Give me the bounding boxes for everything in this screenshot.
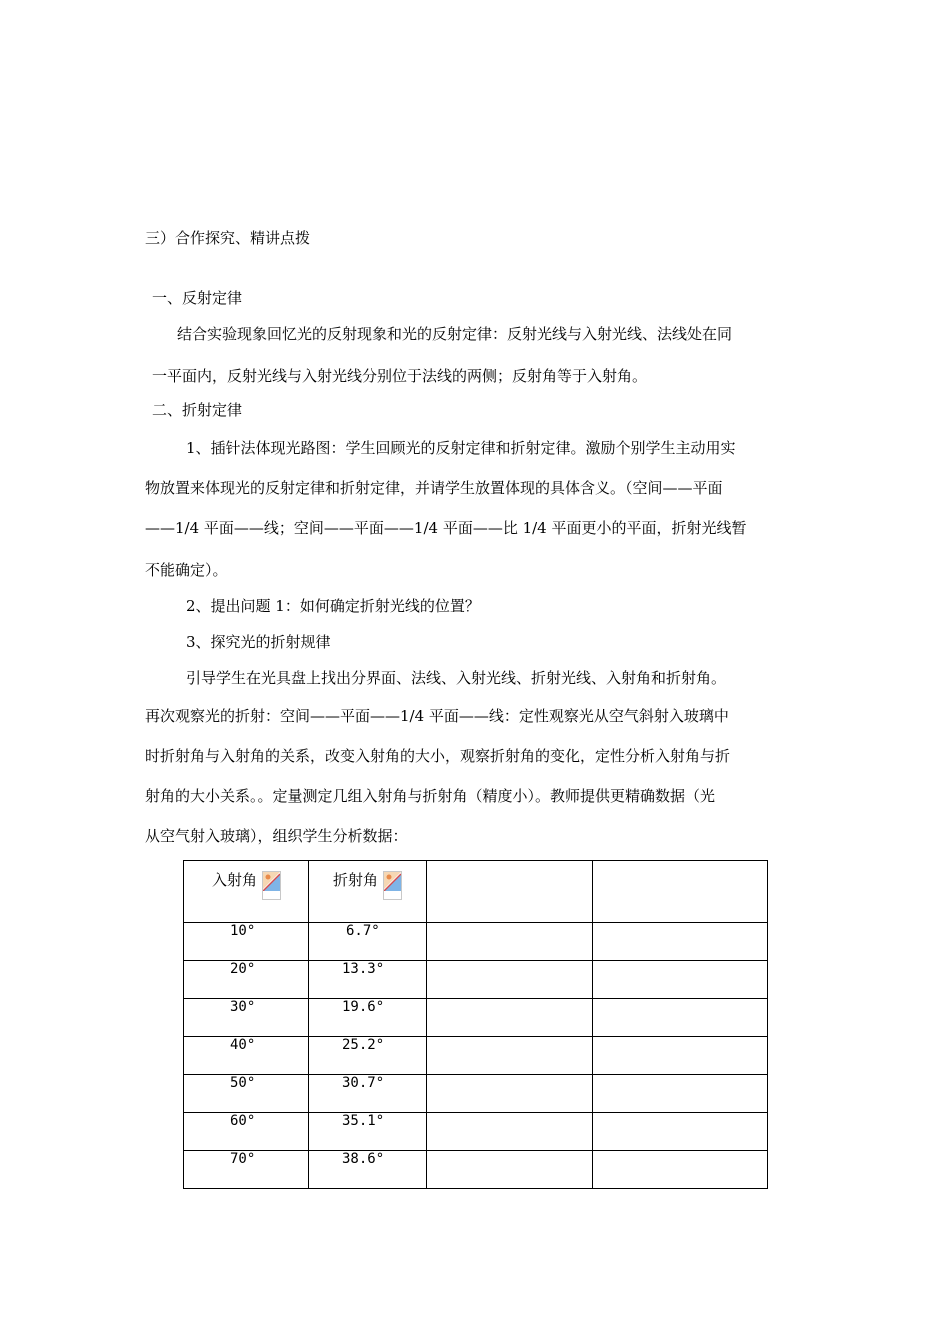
table-empty-cell [427, 1113, 593, 1151]
table-header-empty-cell [427, 861, 593, 923]
broken-image-icon [262, 871, 281, 900]
refraction-angle-cell: 35.1° [309, 1113, 427, 1151]
refraction-observe-line-4: 从空气射入玻璃），组织学生分析数据： [145, 827, 408, 845]
incidence-angle-cell: 50° [184, 1075, 309, 1113]
table-row [184, 999, 768, 1037]
refraction-angle-cell: 19.6° [309, 999, 427, 1037]
reflection-heading: 一、反射定律 [152, 289, 243, 307]
table-empty-cell [593, 923, 768, 961]
refraction-guide: 引导学生在光具盘上找出分界面、法线、入射光线、折射光线、入射角和折射角。 [186, 669, 727, 687]
reflection-text-line-2: 一平面内，反射光线与入射光线分别位于法线的两侧；反射角等于入射角。 [152, 367, 648, 385]
table-header-row [184, 861, 768, 923]
table-empty-cell [427, 923, 593, 961]
refraction-angle-header: 折射角 [333, 871, 379, 889]
table-row [184, 1037, 768, 1075]
refraction-heading: 二、折射定律 [152, 401, 243, 419]
incidence-angle-cell: 20° [184, 961, 309, 999]
table-empty-cell [593, 999, 768, 1037]
table-empty-cell [593, 1075, 768, 1113]
table-row [184, 1075, 768, 1113]
refraction-observe-line-3: 射角的大小关系。。定量测定几组入射角与折射角（精度小）。教师提供更精确数据（光 [145, 787, 716, 805]
incidence-angle-cell: 10° [184, 923, 309, 961]
refraction-angle-cell: 13.3° [309, 961, 427, 999]
section-title: 三）合作探究、精讲点拨 [145, 229, 311, 247]
table-empty-cell [593, 1037, 768, 1075]
refraction-angle-cell: 6.7° [309, 923, 427, 961]
table-row [184, 923, 768, 961]
refraction-angle-cell: 30.7° [309, 1075, 427, 1113]
refraction-item3: 3、探究光的折射规律 [186, 633, 331, 651]
refraction-item1-line-3: ——1/4 平面——线；空间——平面——1/4 平面——比 1/4 平面更小的平面，折射光线暂 [145, 519, 747, 537]
refraction-angle-cell: 25.2° [309, 1037, 427, 1075]
table-empty-cell [427, 961, 593, 999]
incidence-angle-header: 入射角 [212, 871, 258, 889]
refraction-item1-line-1: 1、插针法体现光路图：学生回顾光的反射定律和折射定律。激励个别学生主动用实 [186, 439, 736, 457]
incidence-angle-cell: 60° [184, 1113, 309, 1151]
incidence-angle-cell: 30° [184, 999, 309, 1037]
refraction-observe-line-2: 时折射角与入射角的关系，改变入射角的大小，观察折射角的变化，定性分析入射角与折 [145, 747, 731, 765]
refraction-observe-line-1: 再次观察光的折射：空间——平面——1/4 平面——线：定性观察光从空气斜射入玻璃中 [145, 707, 729, 725]
angle-data-table [183, 860, 768, 1189]
incidence-angle-cell: 40° [184, 1037, 309, 1075]
table-header-empty-cell [593, 861, 768, 923]
table-row [184, 1151, 768, 1189]
incidence-angle-cell: 70° [184, 1151, 309, 1189]
table-header-cell [184, 861, 309, 923]
refraction-item2: 2、提出问题 1：如何确定折射光线的位置？ [186, 597, 480, 615]
table-empty-cell [427, 1151, 593, 1189]
table-header-cell [309, 861, 427, 923]
reflection-text-line-1: 结合实验现象回忆光的反射现象和光的反射定律：反射光线与入射光线、法线处在同 [177, 325, 733, 343]
table-row [184, 1113, 768, 1151]
refraction-angle-cell: 38.6° [309, 1151, 427, 1189]
table-empty-cell [427, 999, 593, 1037]
table-empty-cell [593, 1113, 768, 1151]
table-empty-cell [593, 1151, 768, 1189]
table-empty-cell [427, 1075, 593, 1113]
table-empty-cell [593, 961, 768, 999]
table-empty-cell [427, 1037, 593, 1075]
broken-image-icon [383, 871, 402, 900]
refraction-item1-line-4: 不能确定）。 [145, 561, 228, 579]
refraction-item1-line-2: 物放置来体现光的反射定律和折射定律，并请学生放置体现的具体含义。（空间——平面 [145, 479, 723, 497]
table-row [184, 961, 768, 999]
